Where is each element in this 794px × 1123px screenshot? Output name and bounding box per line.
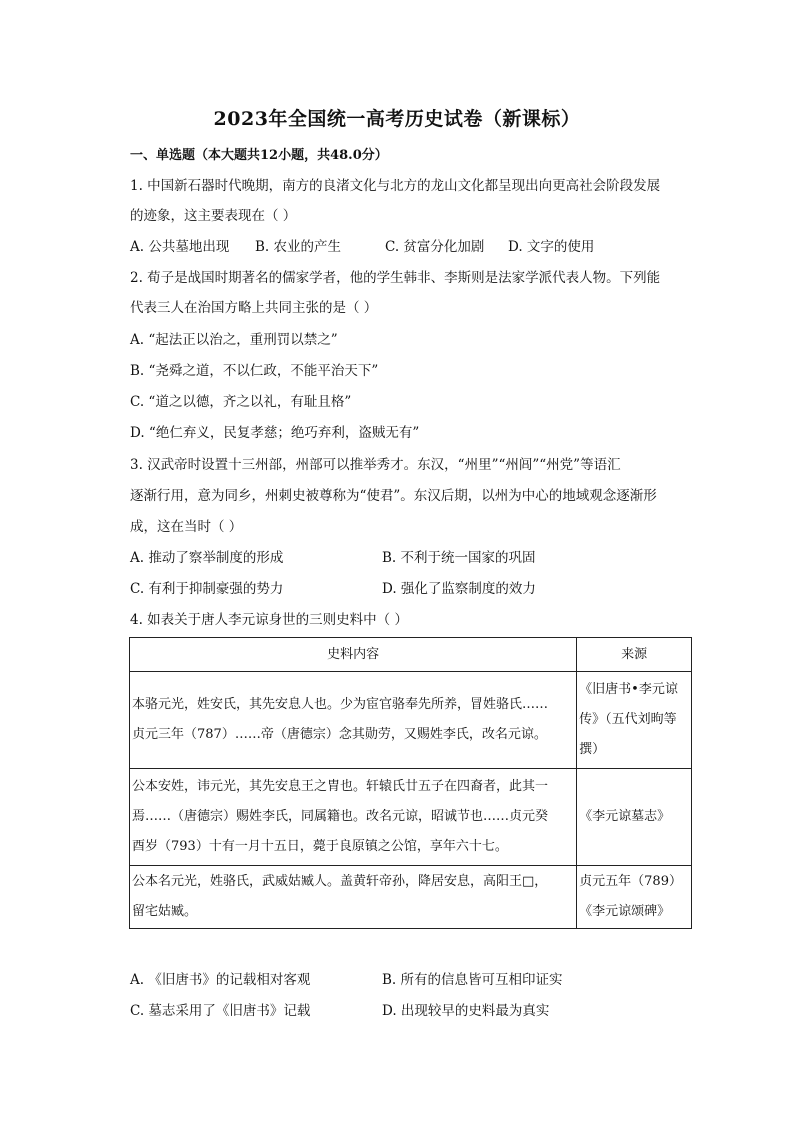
table-cell-content (130, 866, 577, 929)
q1-option-c: C. 贫富分化加剧 (385, 239, 485, 255)
table-row (130, 769, 692, 866)
cell-line: 公本安姓，讳元光，其先安息王之胄也。轩辕氏廿五子在四裔者，此其一 (132, 779, 549, 794)
table-cell-source (577, 672, 692, 769)
q3-option-a: A. 推动了察举制度的形成 (130, 550, 284, 566)
table-cell-content (130, 672, 577, 769)
q4-option-b: B. 所有的信息皆可互相印证实 (382, 972, 563, 988)
q1-stem-line1: 1. 中国新石器时代晚期，南方的良渚文化与北方的龙山文化都呈现出向更高社会阶段发展 (130, 178, 661, 194)
cell-line: 本骆元光，姓安氏，其先安息人也。少为宦官骆奉先所养，冒姓骆氏…… (132, 697, 549, 712)
q2-stem-line2: 代表三人在治国方略上共同主张的是（ ） (130, 300, 378, 316)
cell-line: 撰） (579, 742, 606, 757)
cell-line: 《李元谅墓志》 (579, 809, 671, 824)
q4-option-a: A. 《旧唐书》的记载相对客观 (130, 972, 311, 988)
q4-option-d: D. 出现较早的史料最为真实 (382, 1003, 550, 1019)
q2-option-a: A. “起法正以治之，重刑罚以禁之” (130, 332, 338, 348)
table-cell-content (130, 769, 577, 866)
q3-option-c: C. 有利于抑制豪强的势力 (130, 581, 284, 597)
q3-stem-line2: 逐渐行用，意为同乡，州刺史被尊称为“使君”。东汉后期，以州为中心的地域观念逐渐形 (130, 488, 657, 504)
cell-line: 《旧唐书•李元谅 (579, 682, 678, 697)
cell-line: 贞元三年（787）……帝（唐德宗）念其勋劳，又赐姓李氏，改名元谅。 (132, 727, 547, 742)
q1-option-a: A. 公共墓地出现 (130, 239, 230, 255)
cell-line: 焉……（唐德宗）赐姓李氏，同属籍也。改名元谅，昭诚节也……贞元癸 (132, 809, 549, 824)
q3-stem-line1: 3. 汉武帝时设置十三州部，州部可以推举秀才。东汉，“州里”“州闾”“州党”等语汇 (130, 457, 621, 473)
cell-line: 公本名元光，姓骆氏，武威姑臧人。盖黄轩帝孙，降居安息，高阳王□， (132, 874, 548, 889)
table-row (130, 672, 692, 769)
cell-line: 贞元五年（789） (579, 874, 682, 889)
q3-option-d: D. 强化了监察制度的效力 (382, 581, 536, 597)
table-header-content: 史料内容 (130, 638, 577, 672)
table-cell-source (577, 866, 692, 929)
q2-option-d: D. “绝仁弃义，民复孝慈；绝巧弃利，盗贼无有” (130, 425, 420, 441)
q1-option-b: B. 农业的产生 (255, 239, 342, 255)
q1-stem-line2: 的迹象，这主要表现在（ ） (130, 208, 297, 224)
page-title: 2023年全国统一高考历史试卷（新课标） (213, 108, 581, 130)
q3-option-b: B. 不利于统一国家的巩固 (382, 550, 536, 566)
table-header-row (130, 638, 692, 672)
q1-option-d: D. 文字的使用 (508, 239, 595, 255)
cell-line: 酉岁（793）十有一月十五日，薨于良原镇之公馆，享年六十七。 (132, 839, 508, 854)
table-header-source: 来源 (577, 638, 692, 672)
q2-stem-line1: 2. 荀子是战国时期著名的儒家学者，他的学生韩非、李斯则是法家学派代表人物。下列能 (130, 270, 661, 286)
q2-option-b: B. “尧舜之道，不以仁政，不能平治天下” (130, 363, 379, 379)
q3-stem-line3: 成，这在当时（ ） (130, 519, 243, 535)
cell-line: 传》（五代刘昫等 (579, 712, 677, 727)
table-cell-source (577, 769, 692, 866)
source-table (129, 637, 692, 929)
q2-option-c: C. “道之以德，齐之以礼，有耻且格” (130, 394, 352, 410)
section-header: 一、单选题（本大题共12小题，共48.0分） (130, 148, 388, 163)
cell-line: 《李元谅颂碑》 (579, 904, 671, 919)
cell-line: 留宅姑臧。 (132, 904, 198, 919)
table-row (130, 866, 692, 929)
q4-option-c: C. 墓志采用了《旧唐书》记载 (130, 1003, 311, 1019)
q4-stem-line1: 4. 如表关于唐人李元谅身世的三则史料中（ ） (130, 612, 408, 628)
